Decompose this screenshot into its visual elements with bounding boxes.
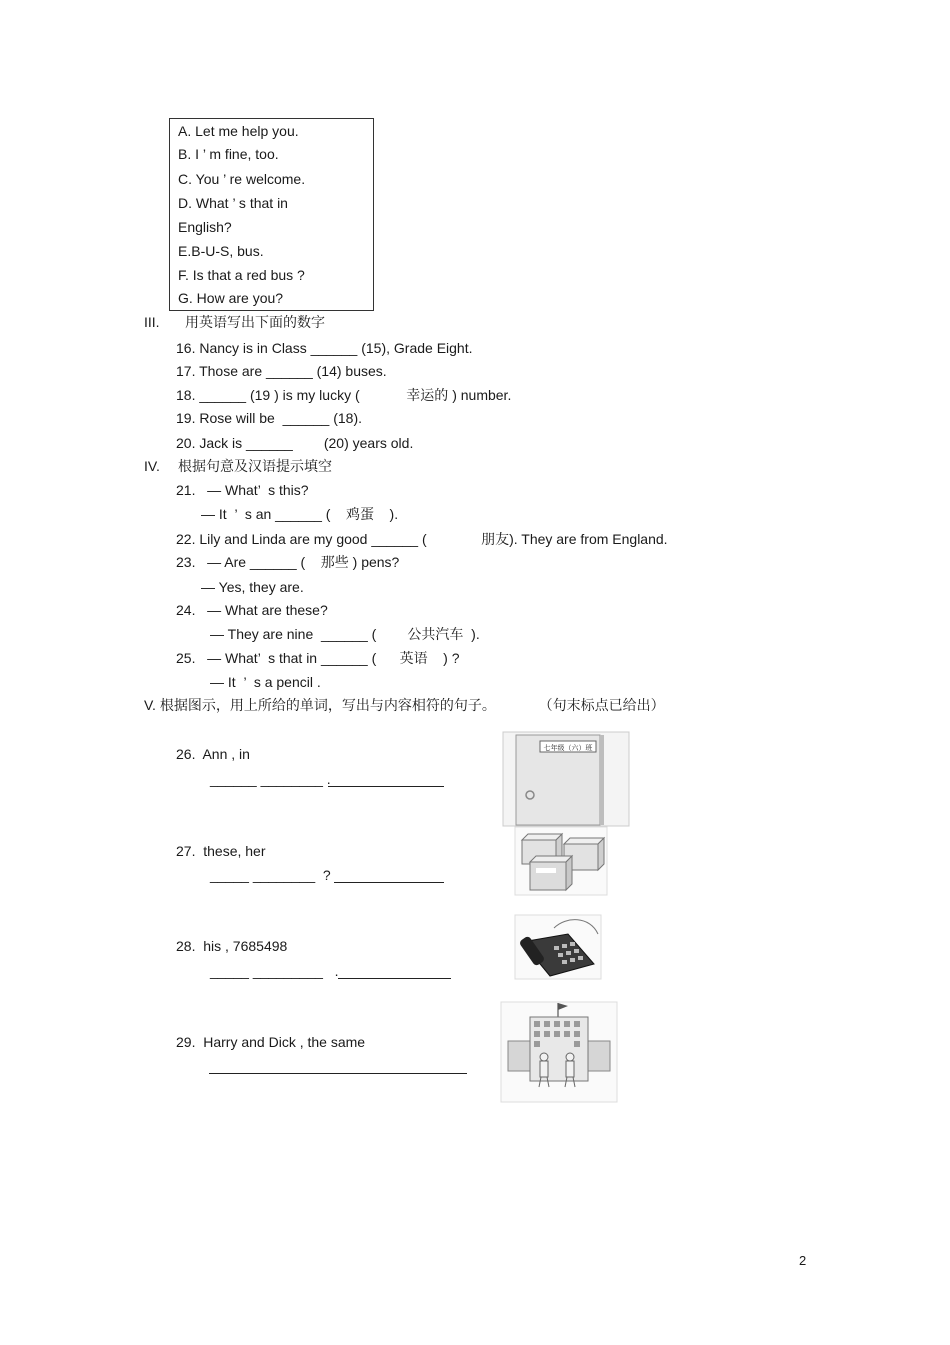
option-a: A. Let me help you. xyxy=(178,123,299,139)
question-21: 21. — What’ s this? xyxy=(176,482,309,498)
question-25: 25. — What’ s that in ______ ( 英语 ) ? xyxy=(176,650,460,666)
door-sign-text: 七年级（六）班 xyxy=(543,744,593,752)
option-g: G. How are you? xyxy=(178,290,284,306)
option-d-cont: English? xyxy=(178,219,232,235)
question-27-answer-line xyxy=(334,882,444,883)
section5-title: V. 根据图示，用上所给的单词，写出与内容相符的句子。 （句末标点已给出） xyxy=(144,697,665,713)
question-29-answer-line xyxy=(209,1073,467,1074)
school-figure xyxy=(500,1001,618,1103)
question-28-prompt: 28. his , 7685498 xyxy=(176,938,288,954)
question-28-answer-line xyxy=(338,978,451,979)
question-18: 18. ______ (19 ) is my lucky ( 幸运的 ) number. xyxy=(176,387,512,403)
option-e: E.B-U-S, bus. xyxy=(178,243,264,259)
question-17: 17. Those are ______ (14) buses. xyxy=(176,363,387,379)
section4-title: 根据句意及汉语提示填空 xyxy=(178,458,332,474)
question-27-prompt: 27. these, her xyxy=(176,843,266,859)
question-27-answer: _____ ________ ? xyxy=(210,867,331,883)
question-21-answer: — It ’ s an ______ ( 鸡蛋 ). xyxy=(201,506,399,522)
option-d: D. What ’ s that in xyxy=(178,195,288,211)
question-24-answer: — They are nine ______ ( 公共汽车 ). xyxy=(210,626,480,642)
question-26-answer-line xyxy=(328,786,444,787)
question-26-answer: ______ ________ . xyxy=(210,771,331,787)
question-23-answer: — Yes, they are. xyxy=(201,579,304,595)
question-25-answer: — It ’ s a pencil . xyxy=(210,674,321,690)
option-b: B. I ’ m fine, too. xyxy=(178,146,279,162)
question-29-prompt: 29. Harry and Dick , the same xyxy=(176,1034,366,1050)
question-20: 20. Jack is ______ (20) years old. xyxy=(176,435,414,451)
question-19: 19. Rose will be ______ (18). xyxy=(176,410,362,426)
question-26-prompt: 26. Ann , in xyxy=(176,746,250,762)
question-23: 23. — Are ______ ( 那些 ) pens? xyxy=(176,554,400,570)
option-c: C. You ’ re welcome. xyxy=(178,171,306,187)
boxes-figure xyxy=(514,826,608,896)
telephone-figure xyxy=(514,914,602,980)
question-22: 22. Lily and Linda are my good ______ ( 朋友). They are from England. xyxy=(176,531,668,547)
classroom-door-figure xyxy=(502,731,630,827)
question-24: 24. — What are these? xyxy=(176,602,328,618)
section4-number: IV. xyxy=(144,458,160,474)
section3-number: III. xyxy=(144,314,160,330)
option-f: F. Is that a red bus ? xyxy=(178,267,305,283)
question-28-answer: _____ _________ . xyxy=(210,963,339,979)
question-16: 16. Nancy is in Class ______ (15), Grade Eight. xyxy=(176,340,473,356)
section3-title: 用英语写出下面的数字 xyxy=(185,314,325,330)
page-number: 2 xyxy=(799,1253,807,1268)
